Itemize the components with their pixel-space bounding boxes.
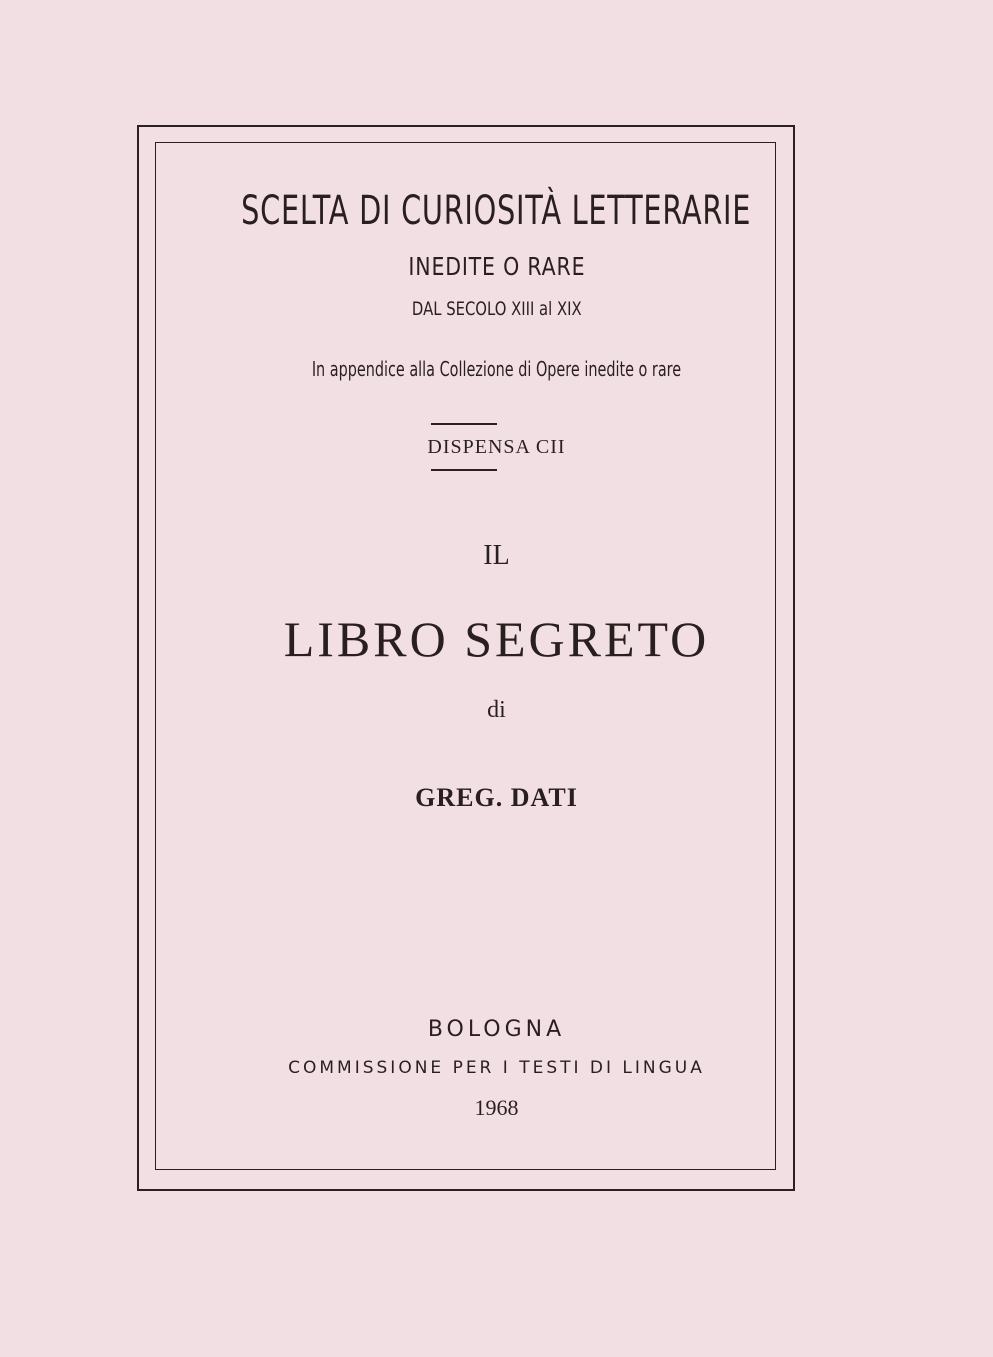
series-note-text: In appendice alla Collezione di Opere inedite o rare <box>311 357 682 381</box>
book-article: IL <box>483 540 510 571</box>
series-subtitle <box>0 252 993 281</box>
book-author: GREG. DATI <box>415 783 578 812</box>
series-title <box>0 188 993 234</box>
imprint-city: BOLOGNA <box>427 1017 566 1042</box>
series-range-text: DAL SECOLO XIII al XIX <box>411 298 582 320</box>
series-century-range <box>0 298 993 320</box>
book-title: LIBRO SEGRETO <box>283 611 710 667</box>
series-title-text: SCELTA DI CURIOSITÀ LETTERARIE <box>241 188 752 234</box>
dispensa-rule-bottom <box>431 469 497 471</box>
imprint-year: 1968 <box>474 1095 519 1120</box>
imprint-publisher: COMMISSIONE PER I TESTI DI LINGUA <box>288 1058 705 1078</box>
book-by-label: di <box>487 697 506 723</box>
dispensa-number: DISPENSA CII <box>427 436 566 458</box>
series-appendix-note <box>0 357 993 381</box>
dispensa-rule-top <box>431 423 497 425</box>
series-subtitle-text: INEDITE O RARE <box>408 252 585 281</box>
